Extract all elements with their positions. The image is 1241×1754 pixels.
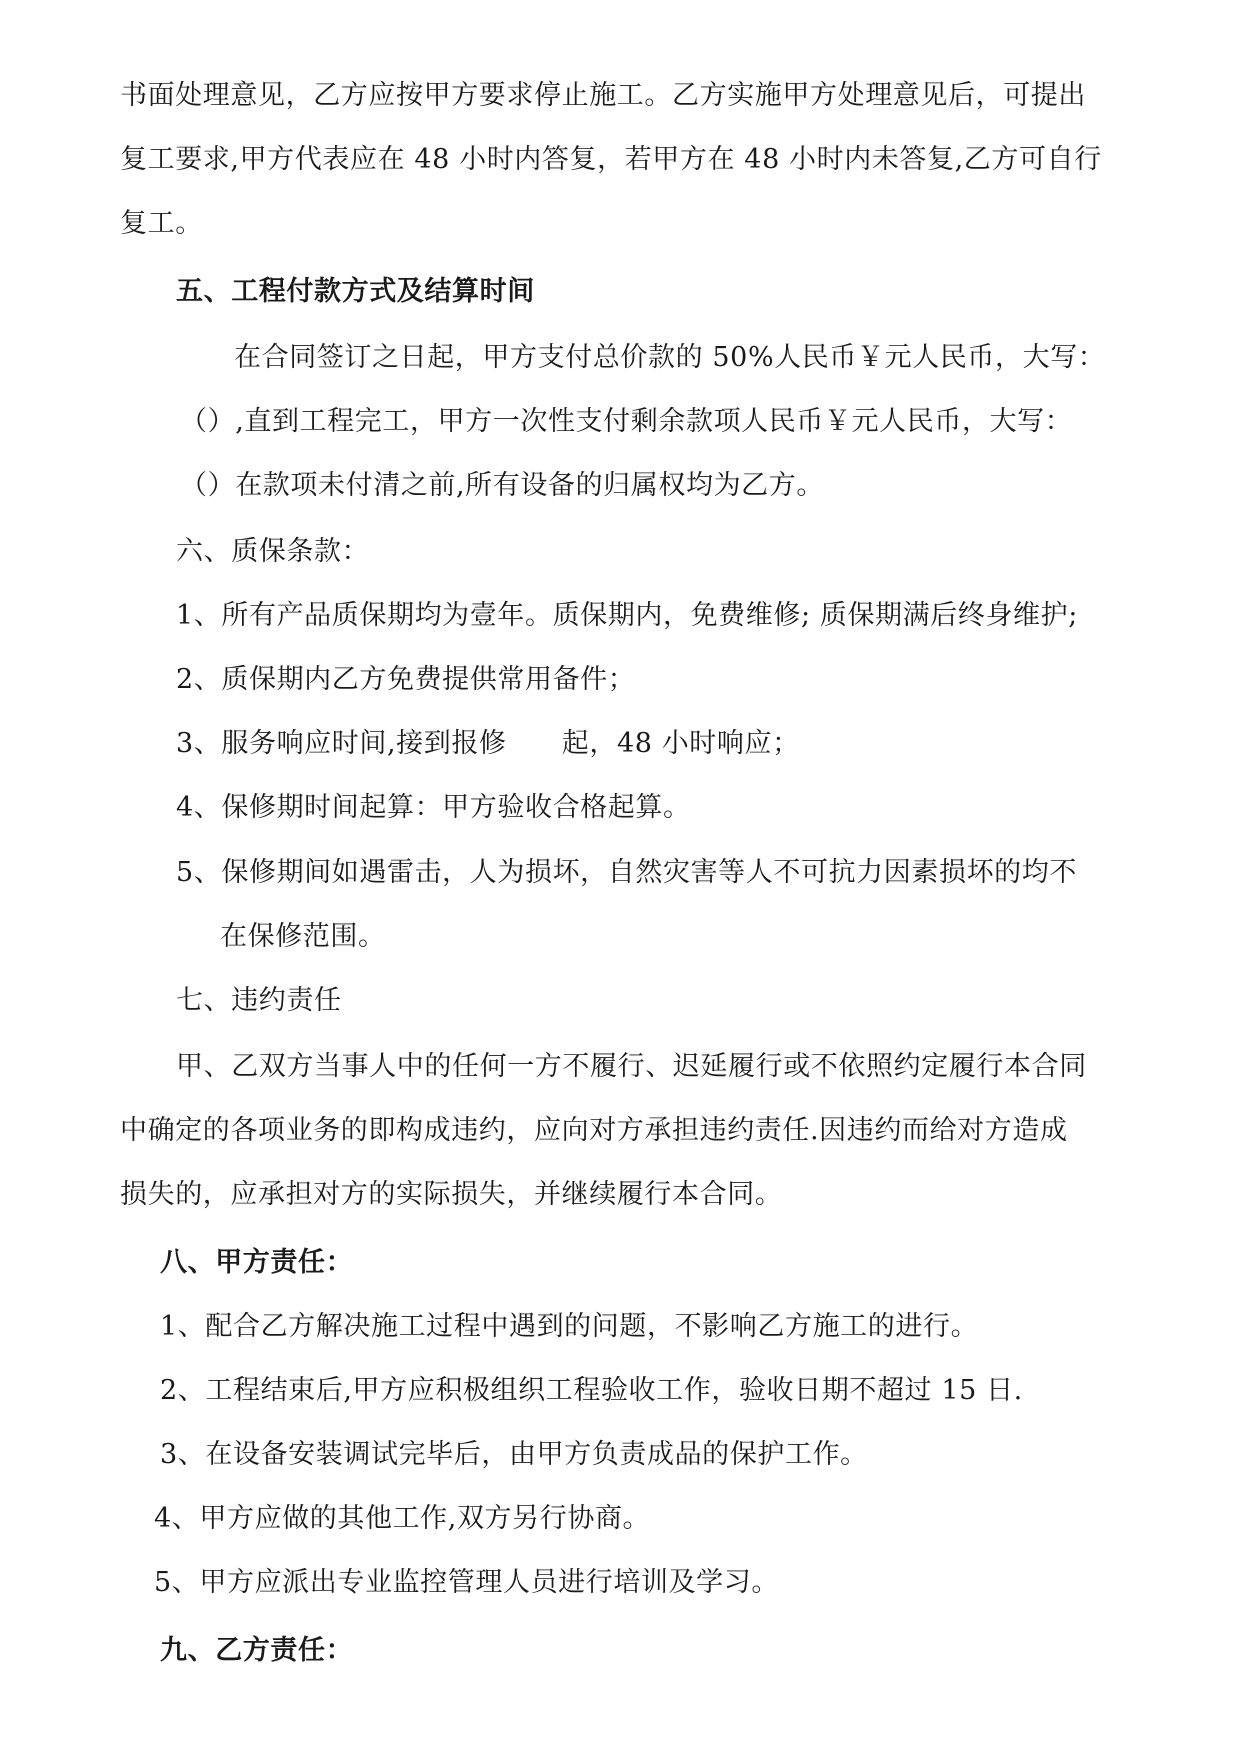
text-line: （）在款项未付清之前,所有设备的归属权均为乙方。 bbox=[180, 470, 824, 501]
text-line: 中确定的各项业务的即构成违约，应向对方承担违约责任.因违约而给对方造成 bbox=[120, 1115, 1068, 1146]
list-item: 4、保修期时间起算：甲方验收合格起算。 bbox=[176, 792, 691, 823]
list-item: 4、甲方应做的其他工作,双方另行协商。 bbox=[154, 1503, 651, 1534]
section-heading: 八、甲方责任： bbox=[160, 1247, 354, 1278]
list-item: 1、配合乙方解决施工过程中遇到的问题，不影响乙方施工的进行。 bbox=[160, 1311, 979, 1342]
text-line: 在合同签订之日起，甲方支付总价款的 50%人民币￥元人民币，大写： bbox=[234, 342, 1106, 373]
section-heading: 七、违约责任 bbox=[176, 985, 342, 1016]
section-heading: 六、质保条款： bbox=[176, 536, 370, 567]
list-item: 2、质保期内乙方免费提供常用备件； bbox=[176, 664, 636, 695]
list-item: 3、在设备安装调试完毕后，由甲方负责成品的保护工作。 bbox=[160, 1439, 868, 1470]
list-item: 3、服务响应时间,接到报修 起，48 小时响应； bbox=[176, 728, 800, 759]
text-line: 书面处理意见，乙方应按甲方要求停止施工。乙方实施甲方处理意见后，可提出 bbox=[120, 80, 1086, 111]
list-item: 1、所有产品质保期均为壹年。质保期内，免费维修; 质保期满后终身维护; bbox=[176, 600, 1078, 631]
list-item: 2、工程结束后,甲方应积极组织工程验收工作，验收日期不超过 15 日. bbox=[160, 1375, 1023, 1406]
text-line: 复工。 bbox=[120, 208, 203, 239]
text-line: 复工要求,甲方代表应在 48 小时内答复，若甲方在 48 小时内未答复,乙方可自行 bbox=[120, 144, 1102, 175]
section-heading: 九、乙方责任： bbox=[160, 1635, 354, 1666]
text-line: 损失的，应承担对方的实际损失，并继续履行本合同。 bbox=[120, 1179, 783, 1210]
section-heading: 五、工程付款方式及结算时间 bbox=[176, 276, 535, 307]
list-item-continuation: 在保修范围。 bbox=[220, 921, 386, 952]
text-line: 甲、乙双方当事人中的任何一方不履行、迟延履行或不依照约定履行本合同 bbox=[176, 1051, 1087, 1082]
list-item: 5、保修期间如遇雷击，人为损坏，自然灾害等人不可抗力因素损坏的均不 bbox=[176, 857, 1077, 888]
text-line: （）,直到工程完工，甲方一次性支付剩余款项人民币￥元人民币，大写： bbox=[180, 406, 1073, 437]
list-item: 5、甲方应派出专业监控管理人员进行培训及学习。 bbox=[154, 1567, 779, 1598]
